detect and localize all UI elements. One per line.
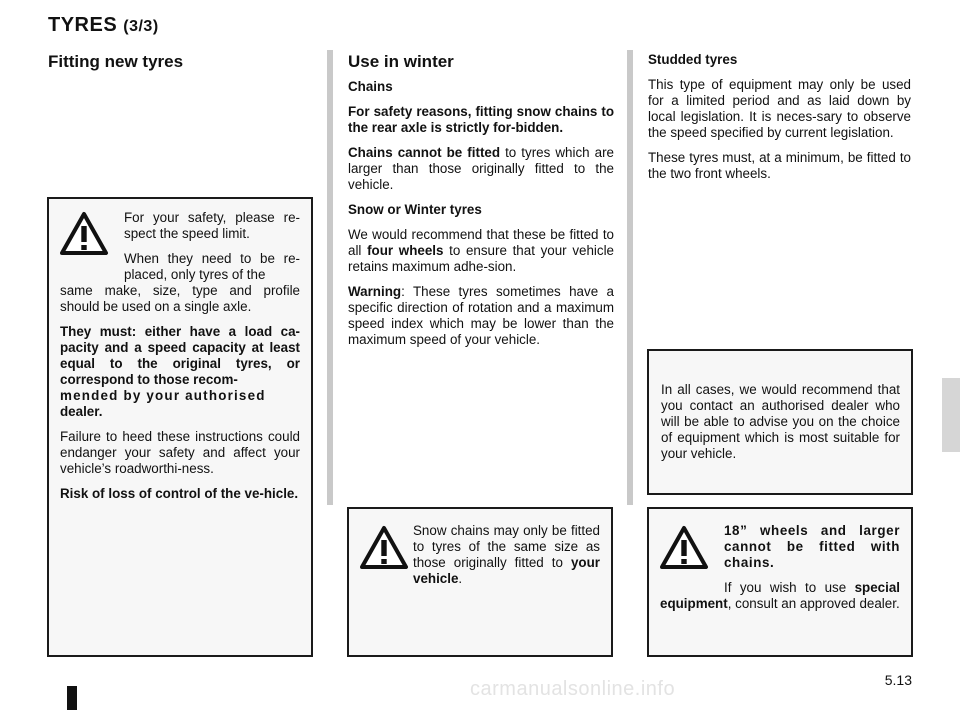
warning-triangle-icon — [59, 211, 109, 257]
watermark-text: carmanualsonline.info — [470, 678, 676, 700]
snow-recommend — [348, 227, 614, 275]
page-edge-mark — [67, 686, 77, 710]
warning-replace-a: When they need to be re-placed, only tyres of the — [124, 251, 300, 282]
section-heading-winter: Use in winter — [348, 52, 454, 71]
info-box-dealer — [647, 349, 913, 495]
snow-recommend-bold: four wheels — [367, 243, 444, 258]
warning-load-capacity: They must: either have a load ca-pacity and a speed capacity at least equal to the original tyres, or correspond to those recom- — [60, 324, 300, 387]
wheels-no-chains: 18” wheels and larger cannot be fitted with chains. — [724, 523, 900, 570]
column-divider-2 — [627, 50, 633, 505]
chains-box-bold: your vehicle — [413, 555, 600, 586]
studded-text — [648, 52, 911, 191]
column-divider-1 — [327, 50, 333, 505]
section-heading-fitting: Fitting new tyres — [48, 52, 184, 71]
snow-tyres-heading: Snow or Winter tyres — [348, 202, 482, 217]
warning-roadworthiness: Failure to heed these instructions could endanger your safety and affect your vehicle’s roadworthi-ness. — [60, 429, 300, 476]
studded-p1: This type of equipment may only be used for a limited period and as laid down by local legislation. It is neces-sary to observe the speed specified by current legislation. — [648, 77, 911, 140]
winter-text — [348, 79, 614, 357]
page-number: 5.13 — [884, 672, 912, 688]
wheels-special-bold: special equipment — [660, 580, 900, 611]
chains-box-text-a: Snow chains may only be fitted to tyres of the same size as those originally fitted to — [413, 523, 600, 570]
wheels-special-a: If you wish to use — [724, 580, 855, 595]
warning-replace-b: same make, size, type and profile should be used on a single axle. — [60, 283, 300, 314]
chapter-tab — [942, 378, 960, 452]
warning-box-chains — [347, 507, 613, 657]
warning-load-capacity-end: dealer. — [60, 404, 103, 419]
snow-recommend-a: We would recommend that these be fitted to all — [348, 227, 614, 258]
studded-p2: These tyres must, at a minimum, be fitted to the two front wheels. — [648, 150, 911, 181]
chains-heading: Chains — [348, 79, 393, 94]
chains-cannot-bold: Chains cannot be fitted — [348, 145, 501, 160]
snow-warning-label: Warning — [348, 284, 402, 299]
snow-warning — [348, 284, 614, 348]
title-subtitle: (3/3) — [123, 18, 159, 35]
snow-recommend-b: to ensure that your vehicle retains maximum adhe-sion. — [348, 243, 614, 274]
warning-box-wheels — [647, 507, 913, 657]
studded-heading: Studded tyres — [648, 52, 738, 67]
wheels-special-b: , consult an approved dealer. — [727, 596, 900, 611]
warning-speed-limit: For your safety, please re-spect the speed limit. — [124, 210, 300, 241]
warning-box-fitting — [47, 197, 313, 657]
title-text: TYRES — [48, 14, 118, 36]
wheels-special-equipment — [660, 580, 900, 612]
chains-cannot-rest: to tyres which are larger than those originally fitted to the vehicle. — [348, 145, 614, 192]
chains-box-text — [413, 523, 600, 587]
page-title — [48, 14, 159, 37]
info-box-text: In all cases, we would recommend that you contact an authorised dealer who will be able to advise you on the choice of equipment which is most suitable for your vehicle. — [661, 382, 900, 461]
warning-load-capacity-spread: mended by your authorised — [60, 388, 266, 403]
chains-box-end: . — [458, 571, 463, 586]
chains-cannot-fit — [348, 145, 614, 193]
snow-warning-text: : These tyres sometimes have a specific direction of rotation and a maximum speed index which may be lower than the maximum speed of your vehicle. — [348, 284, 614, 347]
warning-loss-of-control: Risk of loss of control of the ve-hicle. — [60, 486, 299, 501]
warning-triangle-icon — [359, 525, 409, 571]
warning-triangle-icon — [659, 525, 709, 571]
chains-rear-axle: For safety reasons, fitting snow chains to the rear axle is strictly for-bidden. — [348, 104, 614, 135]
